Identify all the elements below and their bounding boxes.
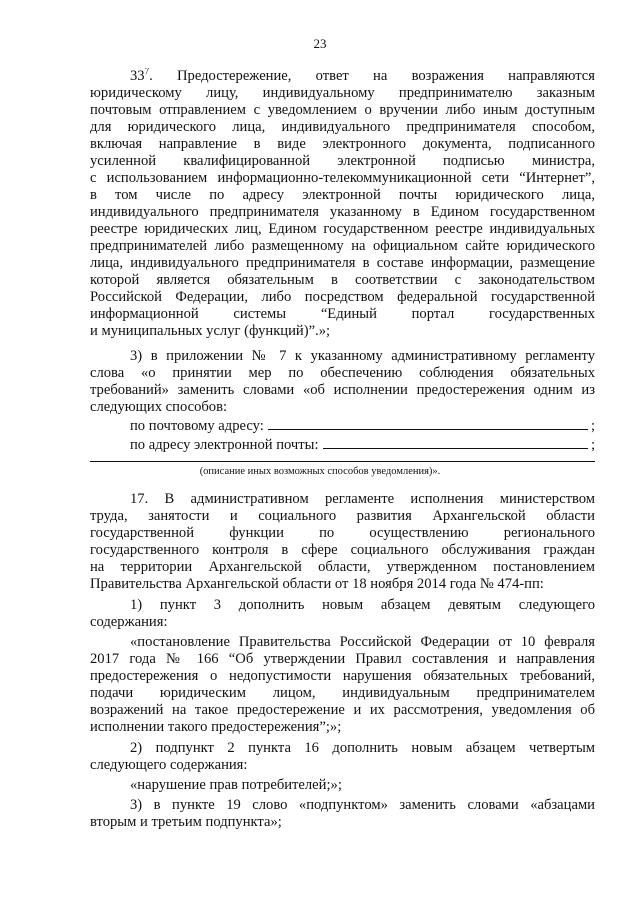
other-methods-note: (описание иных возможных способов уведомления)». [199, 466, 441, 477]
page-number: 23 [313, 36, 327, 51]
para-33-7-line: включая направление в виде электронного документа, подписанного [90, 136, 595, 152]
section-17-item-1-line: содержания: [90, 614, 168, 630]
postal-address-label: по почтовому адресу: [130, 418, 264, 434]
other-methods-blank-line [90, 461, 595, 462]
para-33-7-line: Российской Федерации, либо посредством федеральной государственной [90, 289, 595, 305]
section-17-line: труда, занятости и социального развития Архангельской области [90, 508, 595, 524]
quote-line: исполнении такого предостережения”;»; [90, 719, 342, 735]
item-3-line: следующих способов: [90, 399, 228, 415]
para-number-sup: 7 [144, 68, 150, 77]
item-3-line: слова «о принятии мер по обеспечению соблюдения обязательных [90, 365, 595, 381]
email-address-blank [323, 447, 588, 449]
para-33-7-line: информационной системы “Единый портал государственных [90, 306, 595, 322]
section-17-line: 17. В административном регламенте исполнения министерством [130, 491, 595, 507]
para-33-7-line: предпринимателей либо размещенному на официальном сайте юридического [90, 238, 595, 254]
item-3-line: требований» заменить словами «об исполнении предостережения одним из [90, 382, 595, 398]
para-33-7-line: усиленной квалифицированной электронной подписью министра, [90, 153, 595, 169]
para-number: 33 [130, 68, 145, 84]
section-17-line: на территории Архангельской области, утвержденном постановлением [90, 559, 595, 575]
quote-line: предостережения о недопустимости нарушения обязательных требований, [90, 668, 595, 684]
para-33-7-line: юридическому лицу, индивидуальному предпринимателю заказным [90, 85, 595, 101]
section-17-item-1-line: 1) пункт 3 дополнить новым абзацем девятым следующего [130, 597, 595, 613]
para-33-7-line: в том числе по адресу электронной почты юридического лица, [90, 187, 595, 203]
section-17-item-2-quote: «нарушение прав потребителей;»; [130, 777, 342, 793]
quote-line: 2017 года № 166 “Об утверждении Правил составления и направления [90, 651, 595, 667]
para-33-7-line: реестре юридических лиц, Едином государственном реестре индивидуальных [90, 221, 595, 237]
item-3-line: 3) в приложении № 7 к указанному административному регламенту [130, 348, 595, 364]
section-17-line: Правительства Архангельской области от 18 ноября 2014 года № 474-пп: [90, 576, 544, 592]
email-address-line: по адресу электронной почты: ; [130, 437, 595, 453]
section-17-item-2-line: следующего содержания: [90, 757, 248, 773]
para-33-7-line: с использованием информационно-телекоммуникационной сети “Интернет”, [90, 170, 595, 186]
para-33-7-line: и муниципальных услуг (функций)”.»; [90, 323, 331, 339]
para-33-7-line: для юридического лица, индивидуального предпринимателя способом, [90, 119, 595, 135]
postal-address-blank [268, 428, 588, 430]
quote-line: подачи юридическим лицом, индивидуальным предпринимателем [90, 685, 595, 701]
section-17-line: государственного контроля в сфере социального обслуживания граждан [90, 542, 595, 558]
quote-line: возражений на такое предостережение и их рассмотрения, уведомления об [90, 702, 595, 718]
section-17-line: государственной функции по осуществлению регионального [90, 525, 595, 541]
para-33-7-line: индивидуального предпринимателя указанному в Едином государственном [90, 204, 595, 220]
email-address-label: по адресу электронной почты: [130, 437, 319, 453]
section-17-item-2-line: 2) подпункт 2 пункта 16 дополнить новым абзацем четвертым [130, 740, 595, 756]
para-33-7-line: которой является обязательным в соответствии с законодательством [90, 272, 595, 288]
quote-line: «постановление Правительства Российской Федерации от 10 февраля [130, 634, 595, 650]
para-33-7-line: $33^7$. Предостережение, ответ на возражения направляются [130, 68, 595, 84]
para-33-7-line: лица, индивидуального предпринимателя в составе информации, размещение [90, 255, 595, 271]
section-17-item-3-line: 3) в пункте 19 слово «подпунктом» заменить словами «абзацами [130, 797, 595, 813]
section-17-item-3-line: вторым и третьим подпункта»; [90, 814, 282, 830]
postal-address-line: по почтовому адресу: ; [130, 418, 595, 434]
para-33-7-line: почтовым отправлением с уведомлением о вручении либо иным доступным [90, 102, 595, 118]
